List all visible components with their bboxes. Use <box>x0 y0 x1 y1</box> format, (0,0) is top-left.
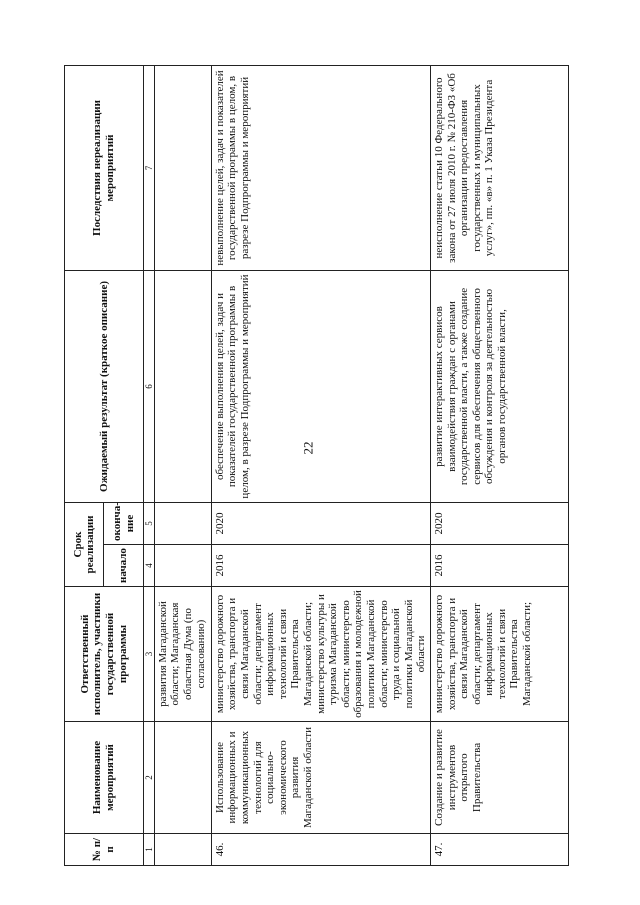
cell-start <box>154 545 211 587</box>
cell-consequences <box>154 65 211 270</box>
column-number: 6 <box>143 270 154 502</box>
cell-result: обеспечение выполнения целей, задач и показателей государственной программы в целом, в разрезе Подпрограммы и мероприятий <box>211 270 430 502</box>
column-number: 7 <box>143 65 154 270</box>
column-number: 4 <box>143 545 154 587</box>
cell-name: Создание и развитие инструментов открытого Правительства <box>430 722 568 834</box>
cell-start: 2016 <box>430 545 568 587</box>
column-number: 2 <box>143 722 154 834</box>
column-number: 5 <box>143 502 154 544</box>
column-number: 1 <box>143 834 154 866</box>
header-period: Срок реализации <box>65 502 104 586</box>
cell-num: 46. <box>211 834 430 866</box>
measures-table-sheet <box>64 66 569 866</box>
cell-executor: министерство дорожного хозяйства, транспорта и связи Магаданской области; департамент информационных технологий и связи Правительства Магаданской области; министерство культуры и туризма Магаданской области; министерство образования и молодежной политики Магаданской области; министерство труда и социальной политики Магаданской области <box>211 587 430 722</box>
continuation-row <box>154 65 211 865</box>
cell-consequences: неисполнение статьи 10 Федерального закона от 27 июля 2010 г. № 210-ФЗ «Об организации предоставления государственных и муниципальных услуг», пп. «в» п. 1 Указа Президента <box>430 65 568 270</box>
header-num: № п/п <box>65 834 144 866</box>
header-consequences: Последствия нереализации мероприятий <box>65 65 144 270</box>
column-numbers-row <box>143 65 154 865</box>
cell-result <box>154 270 211 502</box>
column-number: 3 <box>143 587 154 722</box>
cell-end: 2020 <box>430 502 568 544</box>
header-name: Наименование мероприятий <box>65 722 144 834</box>
cell-end: 2020 <box>211 502 430 544</box>
table-row <box>430 65 568 865</box>
cell-consequences: невыполнение целей, задач и показателей государственной программы в целом, в разрезе Подпрограммы и мероприятий <box>211 65 430 270</box>
cell-num <box>154 834 211 866</box>
header-row <box>65 65 104 865</box>
measures-table <box>64 65 569 866</box>
cell-result: развитие интерактивных сервисов взаимодействия граждан с органами государственной власти, а также создание сервисов для обеспечения общественного обсуждения и контроля за деятельностью органов государственной власти, <box>430 270 568 502</box>
cell-name: Использование информационных и коммуникационных технологий для социально-экономического развития Магаданской области <box>211 722 430 834</box>
header-executor: Ответственный исполнитель, участники государственной программы <box>65 587 144 722</box>
header-end: оконча-ние <box>104 502 143 544</box>
cell-name <box>154 722 211 834</box>
table-row <box>211 65 430 865</box>
cell-executor: министерство дорожного хозяйства, транспорта и связи Магаданской области; департамент информационных технологий и связи Правительства Магаданской области; <box>430 587 568 722</box>
cell-end <box>154 502 211 544</box>
cell-num: 47. <box>430 834 568 866</box>
cell-executor: развития Магаданской области; Магаданская областная Дума (по согласованию) <box>154 587 211 722</box>
cell-start: 2016 <box>211 545 430 587</box>
page-number: 22 <box>300 441 316 455</box>
header-start: начало <box>104 545 143 587</box>
header-result: Ожидаемый результат (краткое описание) <box>65 270 144 502</box>
